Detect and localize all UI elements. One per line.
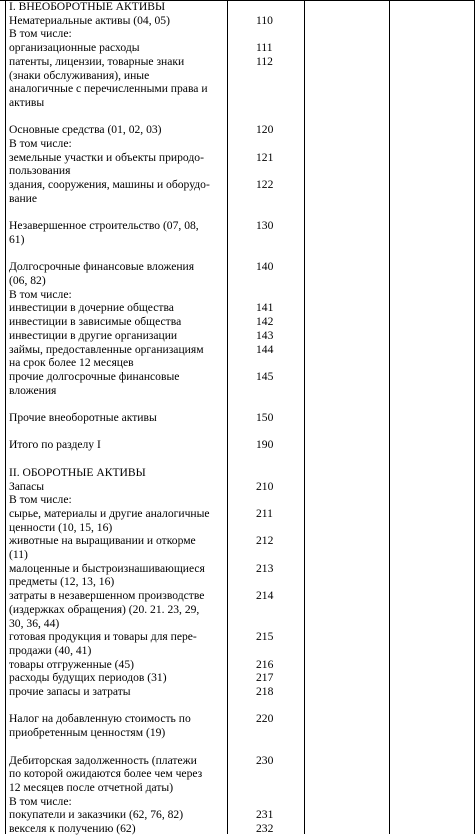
row-31-label-line-2: 30, 36, 44): [9, 616, 60, 630]
row-6-line-code: 120: [256, 123, 274, 137]
row-21-line-code: 150: [256, 411, 274, 424]
row-9-line-code: 122: [256, 178, 274, 192]
row-4-label-line-0: патенты, лицензии, товарные знаки: [9, 54, 185, 68]
row-33-label-line-0: товары отгруженные (45): [9, 657, 134, 671]
row-9-label-line-0: здания, сооружения, машины и оборудо-: [9, 178, 210, 192]
row-35-label-line-0: прочие запасы и затраты: [9, 685, 131, 698]
row-11-label-line-1: 61): [9, 232, 25, 246]
row-37-label-line-1: приобретенным ценностям (19): [9, 726, 166, 740]
row-7-label-line-0: В том числе:: [9, 137, 72, 150]
row-15-label-line-0: инвестиции в дочерние общества: [9, 301, 174, 315]
row-26-label-line-0: Запасы: [9, 479, 45, 493]
row-29-line-code: 212: [256, 534, 274, 548]
row-11-line-code: 130: [256, 219, 274, 233]
row-37-label-line-0: Налог на добавленную стоимость по: [9, 712, 191, 726]
row-30-label-line-1: предметы (12, 13, 16): [9, 575, 115, 589]
row-33-line-code: 216: [256, 657, 274, 671]
row-16-line-code: 142: [256, 315, 274, 329]
row-14-label-line-0: В том числе:: [9, 287, 72, 301]
row-2-label-line-0: В том числе:: [9, 27, 72, 41]
row-31-label-line-0: затраты в незавершенном производстве: [9, 589, 205, 603]
row-25-label-line-0: II. ОБОРОТНЫЕ АКТИВЫ: [9, 465, 146, 479]
row-1-label-line-0: Нематериальные активы (04, 05): [9, 13, 170, 27]
row-39-line-code: 230: [256, 753, 274, 767]
row-19-line-code: 145: [256, 369, 274, 383]
row-32-label-line-0: готовая продукция и товары для пере-: [9, 630, 197, 644]
row-28-line-code: 211: [256, 506, 273, 520]
row-27-label-line-0: В том числе:: [9, 493, 72, 507]
row-4-line-code: 112: [256, 54, 273, 68]
row-18-line-code: 144: [256, 342, 274, 356]
row-11-label-line-0: Незавершенное строительство (07, 08,: [9, 219, 199, 233]
row-29-label-line-1: (11): [9, 548, 28, 561]
row-41-line-code: 231: [256, 808, 274, 822]
row-3-label-line-0: организационные расходы: [9, 41, 140, 55]
row-34-line-code: 217: [256, 671, 274, 685]
row-18-label-line-0: займы, предоставленные организациям: [9, 342, 204, 356]
row-8-line-code: 121: [256, 150, 274, 164]
row-26-line-code: 210: [256, 479, 274, 493]
row-39-label-line-1: по которой ожидаются более чем через: [9, 767, 203, 781]
row-29-label-line-0: животные на выращивании и откорме: [9, 534, 196, 548]
row-4-label-line-1: (знаки обслуживания), иные: [9, 68, 150, 82]
row-3-line-code: 111: [256, 41, 273, 55]
row-21-label-line-0: Прочие внеоборотные активы: [9, 411, 157, 424]
row-18-label-line-1: на срок более 12 месяцев: [9, 356, 134, 370]
row-16-label-line-0: инвестиции в зависимые общества: [9, 315, 182, 329]
row-13-label-line-1: (06, 82): [9, 274, 46, 287]
row-13-label-line-0: Долгосрочные финансовые вложения: [9, 260, 195, 274]
row-23-label-line-0: Итого по разделу I: [9, 438, 101, 452]
row-15-line-code: 141: [256, 301, 274, 315]
row-41-label-line-0: покупатели и заказчики (62, 76, 82): [9, 808, 184, 822]
row-39-label-line-2: 12 месяцев после отчетной даты): [9, 780, 174, 794]
column-divider-code-start: [304, 0, 305, 834]
row-8-label-line-0: земельные участки и объекты природо-: [9, 150, 204, 164]
row-30-line-code: 213: [256, 561, 274, 575]
row-31-line-code: 214: [256, 589, 274, 603]
row-32-line-code: 215: [256, 630, 274, 644]
row-23-line-code: 190: [256, 438, 274, 452]
row-35-line-code: 218: [256, 685, 274, 698]
row-17-label-line-0: инвестиции в другие организации: [9, 328, 178, 342]
table-border-left: [5, 0, 6, 834]
row-39-label-line-0: Дебиторская задолженность (платежи: [9, 753, 197, 767]
row-31-label-line-1: (издержках обращения) (20. 21. 23, 29,: [9, 602, 200, 616]
row-1-line-code: 110: [256, 13, 273, 27]
row-17-line-code: 143: [256, 328, 274, 342]
row-37-line-code: 220: [256, 712, 274, 726]
column-divider-name-code: [227, 0, 228, 834]
row-4-label-line-2: аналогичные с перечисленными права и: [9, 82, 208, 96]
row-42-label-line-0: векселя к получению (62): [9, 822, 136, 835]
column-divider-start-end: [389, 0, 390, 834]
row-19-label-line-1: вложения: [9, 383, 57, 397]
row-28-label-line-0: сырье, материалы и другие аналогичные: [9, 506, 210, 520]
row-6-label-line-0: Основные средства (01, 02, 03): [9, 123, 162, 137]
row-13-line-code: 140: [256, 260, 274, 274]
row-0-label-line-0: I. ВНЕОБОРОТНЫЕ АКТИВЫ: [9, 0, 166, 13]
row-40-label-line-0: В том числе:: [9, 794, 72, 808]
row-32-label-line-1: продажи (40, 41): [9, 643, 92, 657]
row-42-line-code: 232: [256, 822, 274, 835]
row-34-label-line-0: расходы будущих периодов (31): [9, 671, 167, 685]
row-30-label-line-0: малоценные и быстроизнашивающиеся: [9, 561, 205, 575]
row-9-label-line-1: вание: [9, 191, 38, 205]
row-8-label-line-1: пользования: [9, 164, 71, 178]
row-28-label-line-1: ценности (10, 15, 16): [9, 520, 113, 534]
row-4-label-line-3: активы: [9, 95, 45, 109]
row-19-label-line-0: прочие долгосрочные финансовые: [9, 369, 180, 383]
